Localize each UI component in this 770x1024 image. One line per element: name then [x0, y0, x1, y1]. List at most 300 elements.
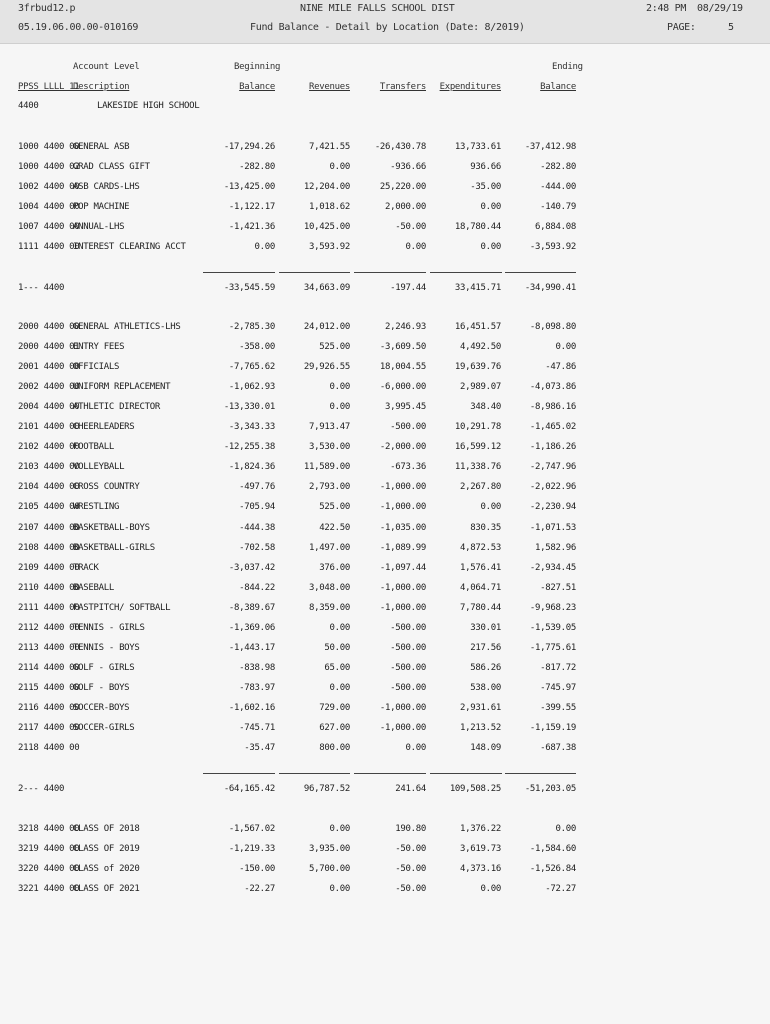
- ending-balance-value: -1,159.19: [529, 723, 576, 733]
- beginning-balance-value: -2,785.30: [228, 322, 275, 332]
- account-row: [0, 563, 770, 577]
- ending-balance-value: 0.00: [555, 342, 576, 353]
- beginning-balance-value: -1,219.33: [228, 844, 275, 854]
- account-row: [0, 362, 770, 376]
- subtotal-label: 2--- 4400: [18, 784, 65, 794]
- beginning-balance-value: -1,443.17: [228, 642, 275, 653]
- revenues-value: 525.00: [319, 342, 350, 353]
- account-label: 2002 4400 00: [18, 382, 80, 393]
- ending-balance-value: -37,412.98: [524, 142, 576, 152]
- account-label: 1004 4400 00: [18, 202, 80, 212]
- account-description: UNIFORM REPLACEMENT: [73, 382, 171, 393]
- account-description: CLASS OF 2019: [73, 844, 140, 854]
- account-label: 2109 4400 00: [18, 562, 80, 573]
- account-row: [0, 342, 770, 356]
- beginning-balance-value: -3,037.42: [228, 562, 275, 573]
- beginning-balance-value: -358.00: [239, 342, 275, 353]
- ending-balance-value: 0.00: [555, 824, 576, 834]
- beginning-balance-value: -702.58: [239, 542, 275, 553]
- revenues-value: 50.00: [324, 642, 350, 653]
- revenues-value: 7,421.55: [309, 142, 350, 152]
- expenditures-value: 348.40: [470, 402, 501, 413]
- account-label: 2118 4400 00: [18, 743, 80, 754]
- ending-balance-value: -1,775.61: [529, 642, 576, 653]
- transfers-value: -500.00: [390, 642, 426, 653]
- account-description: SOCCER-GIRLS: [73, 723, 135, 733]
- subtotal-rule: [203, 773, 275, 774]
- subtotal-label: 1--- 4400: [18, 283, 65, 293]
- account-label: 2113 4400 00: [18, 642, 80, 653]
- account-label: 2004 4400 00: [18, 402, 80, 413]
- account-description: FOOTBALL: [73, 442, 114, 453]
- subtotal-rule: [430, 773, 502, 774]
- account-row: [0, 322, 770, 336]
- beginning-balance-heading: Balance: [239, 82, 275, 92]
- revenues-value: 96,787.52: [303, 784, 350, 794]
- transfers-value: -1,000.00: [379, 702, 426, 713]
- ending-balance-value: -444.00: [540, 182, 576, 192]
- account-description: CLASS OF 2021: [73, 884, 140, 894]
- transfers-value: -1,089.99: [379, 542, 426, 553]
- transfers-value: -26,430.78: [374, 142, 426, 152]
- subtotal-rule: [354, 773, 426, 774]
- beginning-balance-value: -844.22: [239, 582, 275, 593]
- expenditures-value: 217.56: [470, 642, 501, 653]
- expenditures-value: 4,373.16: [460, 864, 501, 874]
- transfers-value: -500.00: [390, 682, 426, 693]
- account-label: 1111 4400 00: [18, 242, 80, 252]
- beginning-balance-value: -783.97: [239, 682, 275, 693]
- transfers-value: -6,000.00: [379, 382, 426, 393]
- ending-balance-heading: Balance: [540, 82, 576, 92]
- revenues-value: 7,913.47: [309, 422, 350, 433]
- expenditures-value: 1,213.52: [460, 723, 501, 733]
- account-label: 3221 4400 00: [18, 884, 80, 894]
- ending-balance-value: -34,990.41: [524, 283, 576, 293]
- transfers-value: -500.00: [390, 622, 426, 633]
- transfers-value: 0.00: [405, 242, 426, 252]
- account-label: 2102 4400 00: [18, 442, 80, 453]
- beginning-balance-value: -13,330.01: [223, 402, 275, 413]
- expenditures-value: 2,267.80: [460, 482, 501, 493]
- account-label: 1000 4400 00: [18, 142, 80, 152]
- beginning-balance-value: -745.71: [239, 723, 275, 733]
- transfers-value: 18,004.55: [379, 362, 426, 373]
- expenditures-value: -35.00: [470, 182, 501, 192]
- expenditures-value: 0.00: [480, 242, 501, 252]
- account-description: OFFICIALS: [73, 362, 120, 373]
- revenues-value: 0.00: [329, 682, 350, 693]
- account-label: 2104 4400 00: [18, 482, 80, 493]
- revenues-value: 3,935.00: [309, 844, 350, 854]
- revenues-value: 422.50: [319, 522, 350, 533]
- beginning-balance-value: -64,165.42: [223, 784, 275, 794]
- ending-balance-value: -827.51: [540, 582, 576, 593]
- transfers-value: -1,000.00: [379, 602, 426, 613]
- subtotal-rule: [279, 773, 350, 774]
- beginning-balance-value: -12,255.38: [223, 442, 275, 453]
- expenditures-value: 19,639.76: [454, 362, 501, 373]
- ending-balance-value: -2,022.96: [529, 482, 576, 493]
- report-file: 3frbud12.p: [18, 3, 76, 14]
- account-description: ANNUAL-LHS: [73, 222, 125, 232]
- ending-balance-value: -687.38: [540, 743, 576, 754]
- ending-heading: Ending: [552, 62, 583, 72]
- account-label: 2000 4400 01: [18, 342, 80, 353]
- account-description: GENERAL ATHLETICS-LHS: [73, 322, 181, 332]
- ending-balance-value: -1,539.05: [529, 622, 576, 633]
- account-row: [0, 824, 770, 838]
- account-label: 2108 4400 00: [18, 542, 80, 553]
- account-description: SOCCER-BOYS: [73, 702, 130, 713]
- account-row: [0, 844, 770, 858]
- account-description: ENTRY FEES: [73, 342, 125, 353]
- account-row: [0, 723, 770, 737]
- revenues-value: 34,663.09: [303, 283, 350, 293]
- account-row: [0, 543, 770, 557]
- report-time: 2:48 PM: [646, 3, 687, 14]
- ending-balance-value: -282.80: [540, 162, 576, 172]
- transfers-value: 2,246.93: [385, 322, 426, 332]
- ending-balance-value: 6,884.08: [535, 222, 576, 232]
- expenditures-value: 3,619.73: [460, 844, 501, 854]
- expenditures-value: 2,931.61: [460, 702, 501, 713]
- expenditures-value: 538.00: [470, 682, 501, 693]
- ending-balance-value: -72.27: [545, 884, 576, 894]
- location-name: LAKESIDE HIGH SCHOOL: [97, 101, 200, 111]
- account-row: [0, 583, 770, 597]
- revenues-value: 11,589.00: [303, 462, 350, 473]
- revenues-value: 376.00: [319, 562, 350, 573]
- expenditures-value: 1,576.41: [460, 562, 501, 573]
- revenues-value: 29,926.55: [303, 362, 350, 373]
- transfers-value: -673.36: [390, 462, 426, 473]
- expenditures-value: 0.00: [480, 202, 501, 212]
- account-label: 2110 4400 00: [18, 582, 80, 593]
- revenues-value: 1,018.62: [309, 202, 350, 212]
- transfers-value: -50.00: [395, 222, 426, 232]
- transfers-value: -1,000.00: [379, 482, 426, 493]
- revenues-value: 0.00: [329, 382, 350, 393]
- account-row: [0, 884, 770, 898]
- account-row: [0, 623, 770, 637]
- expenditures-value: 11,338.76: [454, 462, 501, 473]
- transfers-value: -500.00: [390, 422, 426, 433]
- expenditures-value: 16,599.12: [454, 442, 501, 453]
- revenues-value: 65.00: [324, 662, 350, 673]
- beginning-balance-value: -8,389.67: [228, 602, 275, 613]
- beginning-balance-value: -838.98: [239, 662, 275, 673]
- transfers-value: -3,609.50: [379, 342, 426, 353]
- expenditures-value: 16,451.57: [454, 322, 501, 332]
- transfers-heading: Transfers: [379, 82, 426, 92]
- beginning-balance-value: -497.76: [239, 482, 275, 493]
- account-description: CLASS of 2020: [73, 864, 140, 874]
- expenditures-value: 4,872.53: [460, 542, 501, 553]
- subtotal-rule: [279, 272, 350, 273]
- beginning-balance-value: -35.47: [244, 743, 275, 754]
- account-label: 2114 4400 00: [18, 662, 80, 673]
- transfers-value: 25,220.00: [379, 182, 426, 192]
- beginning-heading: Beginning: [234, 62, 281, 72]
- ending-balance-value: -2,230.94: [529, 502, 576, 513]
- account-label: 3218 4400 00: [18, 824, 80, 834]
- expenditures-value: 13,733.61: [454, 142, 501, 152]
- account-row: [0, 422, 770, 436]
- revenues-value: 24,012.00: [303, 322, 350, 332]
- report-id: 05.19.06.00.00-010169: [18, 22, 139, 33]
- ending-balance-value: -1,186.26: [529, 442, 576, 453]
- expenditures-value: 330.01: [470, 622, 501, 633]
- beginning-balance-value: -1,602.16: [228, 702, 275, 713]
- account-row: [0, 442, 770, 456]
- expenditures-value: 4,492.50: [460, 342, 501, 353]
- revenues-value: 0.00: [329, 622, 350, 633]
- transfers-value: -1,097.44: [379, 562, 426, 573]
- ending-balance-value: -9,968.23: [529, 602, 576, 613]
- ending-balance-value: -1,584.60: [529, 844, 576, 854]
- account-row: [0, 202, 770, 216]
- expenditures-value: 148.09: [470, 743, 501, 754]
- account-label: 2103 4400 00: [18, 462, 80, 473]
- district-name: NINE MILE FALLS SCHOOL DIST: [300, 3, 455, 14]
- ending-balance-value: -4,073.86: [529, 382, 576, 393]
- location-line: [0, 101, 770, 115]
- revenues-value: 5,700.00: [309, 864, 350, 874]
- revenues-value: 10,425.00: [303, 222, 350, 232]
- account-row: [0, 683, 770, 697]
- expenditures-value: 109,508.25: [449, 784, 501, 794]
- expenditures-value: 33,415.71: [454, 283, 501, 293]
- ending-balance-value: -140.79: [540, 202, 576, 212]
- transfers-value: -50.00: [395, 864, 426, 874]
- account-label: 3219 4400 00: [18, 844, 80, 854]
- transfers-value: -50.00: [395, 844, 426, 854]
- page-number: 5: [728, 22, 734, 33]
- account-description: POP MACHINE: [73, 202, 130, 212]
- transfers-value: 0.00: [405, 743, 426, 754]
- account-row: [0, 703, 770, 717]
- ending-balance-value: -47.86: [545, 362, 576, 373]
- account-row: [0, 142, 770, 156]
- account-description: CHEERLEADERS: [73, 422, 135, 433]
- account-description: CROSS COUNTRY: [73, 482, 140, 493]
- ending-balance-value: -399.55: [540, 702, 576, 713]
- beginning-balance-value: -1,421.36: [228, 222, 275, 232]
- page-label: PAGE:: [667, 22, 696, 33]
- expenditures-value: 4,064.71: [460, 582, 501, 593]
- account-label: 2112 4400 00: [18, 622, 80, 633]
- transfers-value: -2,000.00: [379, 442, 426, 453]
- revenues-value: 627.00: [319, 723, 350, 733]
- account-label: 1002 4400 00: [18, 182, 80, 192]
- transfers-value: -936.66: [390, 162, 426, 172]
- revenues-value: 800.00: [319, 743, 350, 754]
- expenditures-value: 7,780.44: [460, 602, 501, 613]
- beginning-balance-value: -1,122.17: [228, 202, 275, 212]
- beginning-balance-value: -3,343.33: [228, 422, 275, 433]
- beginning-balance-value: -444.38: [239, 522, 275, 533]
- ending-balance-value: 1,582.96: [535, 542, 576, 553]
- account-description: GENERAL ASB: [73, 142, 130, 152]
- account-description: WRESTLING: [73, 502, 120, 513]
- report-title: Fund Balance - Detail by Location (Date: 8/2019): [250, 22, 525, 33]
- report-date: 08/29/19: [697, 3, 743, 14]
- ending-balance-value: -2,934.45: [529, 562, 576, 573]
- ppss-heading: PPSS LLLL 11: [18, 82, 80, 92]
- revenues-value: 2,793.00: [309, 482, 350, 493]
- expenditures-value: 1,376.22: [460, 824, 501, 834]
- account-row: [0, 643, 770, 657]
- ending-balance-value: -2,747.96: [529, 462, 576, 473]
- beginning-balance-value: -1,567.02: [228, 824, 275, 834]
- account-label: 2115 4400 00: [18, 682, 80, 693]
- revenues-value: 525.00: [319, 502, 350, 513]
- account-description: FASTPITCH/ SOFTBALL: [73, 602, 171, 613]
- account-description: ASB CARDS-LHS: [73, 182, 140, 192]
- ending-balance-value: -51,203.05: [524, 784, 576, 794]
- ending-balance-value: -817.72: [540, 662, 576, 673]
- beginning-balance-value: -705.94: [239, 502, 275, 513]
- ending-balance-value: -1,465.02: [529, 422, 576, 433]
- beginning-balance-value: -150.00: [239, 864, 275, 874]
- account-row: [0, 482, 770, 496]
- expenditures-value: 2,989.07: [460, 382, 501, 393]
- revenues-value: 3,530.00: [309, 442, 350, 453]
- revenues-value: 0.00: [329, 402, 350, 413]
- subtotal-rule: [354, 272, 426, 273]
- report-header: [0, 0, 770, 44]
- beginning-balance-value: -13,425.00: [223, 182, 275, 192]
- subtotal-rule: [505, 773, 576, 774]
- account-row: [0, 402, 770, 416]
- account-label: 1000 4400 02: [18, 162, 80, 172]
- expenditures-value: 936.66: [470, 162, 501, 172]
- account-row: [0, 864, 770, 878]
- transfers-value: 2,000.00: [385, 202, 426, 212]
- account-description: TENNIS - BOYS: [73, 642, 140, 653]
- subtotal-rule: [505, 272, 576, 273]
- account-label: 2111 4400 00: [18, 602, 80, 613]
- description-heading: Description: [73, 82, 130, 92]
- subtotal-rule: [430, 272, 502, 273]
- account-row: [0, 603, 770, 617]
- transfers-value: -197.44: [390, 283, 426, 293]
- account-label: 2116 4400 00: [18, 702, 80, 713]
- account-row: [0, 523, 770, 537]
- beginning-balance-value: -17,294.26: [223, 142, 275, 152]
- account-row: [0, 242, 770, 256]
- account-description: GOLF - BOYS: [73, 682, 130, 693]
- transfers-value: -1,000.00: [379, 723, 426, 733]
- beginning-balance-value: 0.00: [254, 242, 275, 252]
- beginning-balance-value: -1,824.36: [228, 462, 275, 473]
- account-label: 2105 4400 00: [18, 502, 80, 513]
- subtotal-rule: [203, 272, 275, 273]
- revenues-value: 0.00: [329, 884, 350, 894]
- expenditures-heading: Expenditures: [439, 82, 501, 92]
- revenues-value: 0.00: [329, 162, 350, 172]
- beginning-balance-value: -1,369.06: [228, 622, 275, 633]
- transfers-value: 241.64: [395, 784, 426, 794]
- beginning-balance-value: -282.80: [239, 162, 275, 172]
- account-row: [0, 222, 770, 236]
- account-row: [0, 182, 770, 196]
- revenues-value: 12,204.00: [303, 182, 350, 192]
- account-row: [0, 502, 770, 516]
- transfers-value: -1,035.00: [379, 522, 426, 533]
- account-label: 2107 4400 00: [18, 522, 80, 533]
- account-description: VOLLEYBALL: [73, 462, 125, 473]
- account-description: ATHLETIC DIRECTOR: [73, 402, 161, 413]
- subtotal-row: [0, 283, 770, 297]
- revenues-heading: Revenues: [309, 82, 350, 92]
- location-code: 4400: [18, 101, 39, 111]
- transfers-value: 190.80: [395, 824, 426, 834]
- ending-balance-value: -745.97: [540, 682, 576, 693]
- ending-balance-value: -8,986.16: [529, 402, 576, 413]
- expenditures-value: 10,291.78: [454, 422, 501, 433]
- ending-balance-value: -3,593.92: [529, 242, 576, 252]
- account-row: [0, 663, 770, 677]
- expenditures-value: 830.35: [470, 522, 501, 533]
- ending-balance-value: -1,071.53: [529, 522, 576, 533]
- account-description: INTEREST CLEARING ACCT: [73, 242, 186, 252]
- ending-balance-value: -8,098.80: [529, 322, 576, 332]
- revenues-value: 3,048.00: [309, 582, 350, 593]
- transfers-value: -50.00: [395, 884, 426, 894]
- subtotal-row: [0, 784, 770, 798]
- account-description: GRAD CLASS GIFT: [73, 162, 150, 172]
- account-row: [0, 462, 770, 476]
- account-label: 2101 4400 00: [18, 422, 80, 433]
- account-row: [0, 743, 770, 757]
- beginning-balance-value: -7,765.62: [228, 362, 275, 373]
- transfers-value: -500.00: [390, 662, 426, 673]
- account-description: BASKETBALL-GIRLS: [73, 542, 155, 553]
- beginning-balance-value: -22.27: [244, 884, 275, 894]
- account-description: BASEBALL: [73, 582, 114, 593]
- account-description: CLASS OF 2018: [73, 824, 140, 834]
- revenues-value: 729.00: [319, 702, 350, 713]
- ending-balance-value: -1,526.84: [529, 864, 576, 874]
- account-description: BASKETBALL-BOYS: [73, 522, 150, 533]
- transfers-value: -1,000.00: [379, 502, 426, 513]
- account-label: 1007 4400 00: [18, 222, 80, 232]
- account-label: 3220 4400 00: [18, 864, 80, 874]
- beginning-balance-value: -1,062.93: [228, 382, 275, 393]
- revenues-value: 1,497.00: [309, 542, 350, 553]
- account-row: [0, 382, 770, 396]
- account-description: TENNIS - GIRLS: [73, 622, 145, 633]
- account-label: 2000 4400 00: [18, 322, 80, 332]
- transfers-value: -1,000.00: [379, 582, 426, 593]
- transfers-value: 3,995.45: [385, 402, 426, 413]
- revenues-value: 0.00: [329, 824, 350, 834]
- revenues-value: 8,359.00: [309, 602, 350, 613]
- account-row: [0, 162, 770, 176]
- expenditures-value: 18,780.44: [454, 222, 501, 232]
- account-description: GOLF - GIRLS: [73, 662, 135, 673]
- revenues-value: 3,593.92: [309, 242, 350, 252]
- beginning-balance-value: -33,545.59: [223, 283, 275, 293]
- expenditures-value: 0.00: [480, 502, 501, 513]
- expenditures-value: 586.26: [470, 662, 501, 673]
- account-level-heading: Account Level: [73, 62, 140, 72]
- account-description: TRACK: [73, 562, 99, 573]
- account-label: 2117 4400 00: [18, 723, 80, 733]
- expenditures-value: 0.00: [480, 884, 501, 894]
